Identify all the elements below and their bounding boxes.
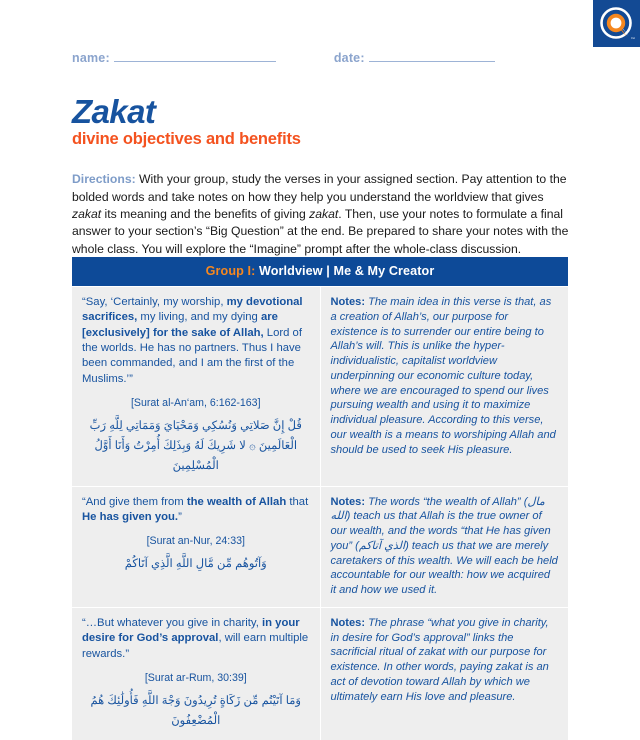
qalam-logo-badge — [593, 0, 640, 47]
name-input-line[interactable] — [114, 60, 276, 62]
notes-cell[interactable] — [320, 486, 568, 607]
verse-bold-2: are [exclusively] for the sake of Allah, — [82, 311, 278, 339]
notes-body: The words “the wealth of Allah” (مال الله) teach us that Allah is the true owner of our wealth, and the words “that He has given you” (الذي آتاكم) teach us that we are merely caretakers of this wealth. We will each be held accountable for our wealth: how we acquired it and how we used it. — [330, 495, 558, 597]
student-meta-row — [72, 51, 572, 65]
directions-text-1: With your group, study the verses in your assigned section. Pay attention to the bolded words and take notes on how they help you understand the worldview that gives — [72, 172, 567, 204]
table-header-row — [72, 257, 568, 287]
group-header-bar — [72, 257, 568, 287]
verse-arabic-text: وَمَا آتَيْتُم مِّن زَكَاةٍ تُرِيدُونَ وَجْهَ اللَّهِ فَأُولَٰئِكَ هُمُ الْمُضْعِفُونَ — [90, 694, 301, 727]
notes-label: Notes: — [330, 616, 366, 629]
directions-paragraph — [72, 171, 572, 258]
verse-reference: [Surat al-An‘am, 6:162-163] — [130, 397, 261, 410]
name-label: name: — [72, 51, 110, 65]
verse-bold-2: He has given you. — [82, 510, 179, 523]
verse-text — [82, 616, 310, 662]
verse-pre: “Say, ‘Certainly, my worship, — [82, 296, 227, 308]
verse-reference: [Surat ar-Rum, 30:39] — [144, 671, 247, 684]
notes-label: Notes: — [330, 296, 366, 308]
verse-mid-1: , will earn multiple rewards.” — [82, 632, 309, 660]
table-row — [72, 287, 568, 487]
group-tag-label: Group I: — [205, 264, 256, 278]
verse-arabic-text: وَآتُوهُم مِّن مَّالِ اللَّهِ الَّذِي آتَاكُمْ — [124, 558, 267, 571]
verse-cell — [72, 607, 320, 740]
page-subtitle: divine objectives and benefits — [72, 130, 301, 148]
directions-label: Directions: — [72, 172, 136, 187]
verse-post: ” — [178, 510, 182, 523]
page-title: Zakat — [72, 93, 156, 130]
notes-body: The phrase “what you give in charity, in desire for God’s approval” links the sacrificial ritual of zakat with our purpose for existence. In other words, paying zakat is an act of devotion toward Allah by which we ultimately earn His love and pleasure. — [330, 616, 549, 703]
verse-text — [82, 495, 310, 526]
verse-post: Lord of the worlds. He has no partners. Thus I have been commanded, and I am the first of the Muslims.’” — [82, 326, 302, 385]
verse-arabic-text: قُلْ إِنَّ صَلاتِي وَنُسُكِي وَمَحْيَايَ وَمَمَاتِي لِلَّهِ رَبِّ الْعَالَمِينَ ۞ لا شَرِيكَ لَهُ وَبِذَلِكَ أُمِرْتُ وَأَنَا أَوَّلُ الْمُسْلِمِينَ — [89, 420, 302, 473]
notes-text — [331, 616, 559, 705]
qalam-q-logo-icon — [598, 5, 636, 43]
svg-text:™: ™ — [630, 35, 635, 41]
verse-cell — [72, 486, 320, 607]
notes-body: The main idea in this verse is that, as a creation of Allah’s, our purpose for existence is to surrender our entire being to Allah’s will. This is unlike the hyper-individualistic, capitalist worldview underpinning our economic culture today, where we are encouraged to spend our lives pursuing wealth and using it to maximize individual pleasure. According to this verse, our wealth is a means to worshiping Allah and should be used to seek His pleasure. — [330, 296, 556, 456]
table-row — [72, 607, 568, 740]
directions-text-3: . Then, use your notes to formulate a final answer to your section’s “Big Question” at the end. Be prepared to share your notes with the whole class. You will explore the “Imagine” prompt after the whole-class discussion. — [72, 206, 569, 256]
notes-text — [331, 495, 559, 598]
notes-cell[interactable] — [320, 287, 568, 487]
group-title-label: Worldview | Me & My Creator — [255, 264, 435, 278]
verse-mid-1: that — [286, 495, 309, 508]
verse-reference: [Surat an-Nur, 24:33] — [146, 535, 245, 548]
verse-text — [82, 295, 310, 387]
notes-label: Notes: — [330, 495, 366, 508]
directions-italic-2: zakat — [309, 206, 339, 221]
date-label: date: — [333, 51, 365, 65]
notes-cell[interactable] — [320, 607, 568, 740]
verse-bold-1: the wealth of Allah — [186, 495, 287, 508]
verse-mid-1: my living, and my dying — [137, 311, 261, 324]
date-input-line[interactable] — [369, 60, 495, 62]
verse-bold-1: in your desire for God’s approval — [82, 616, 300, 645]
notes-text — [331, 295, 559, 457]
group-worksheet-table — [72, 257, 568, 740]
directions-text-2: its meaning and the benefits of giving — [101, 206, 310, 221]
verse-pre: “And give them from — [82, 495, 187, 508]
table-row — [72, 486, 568, 607]
verse-cell — [72, 287, 320, 487]
directions-italic-1: zakat — [72, 206, 102, 221]
verse-pre: “…But whatever you give in charity, — [82, 616, 262, 629]
verse-bold-1: my devotional sacrifices, — [82, 296, 303, 324]
